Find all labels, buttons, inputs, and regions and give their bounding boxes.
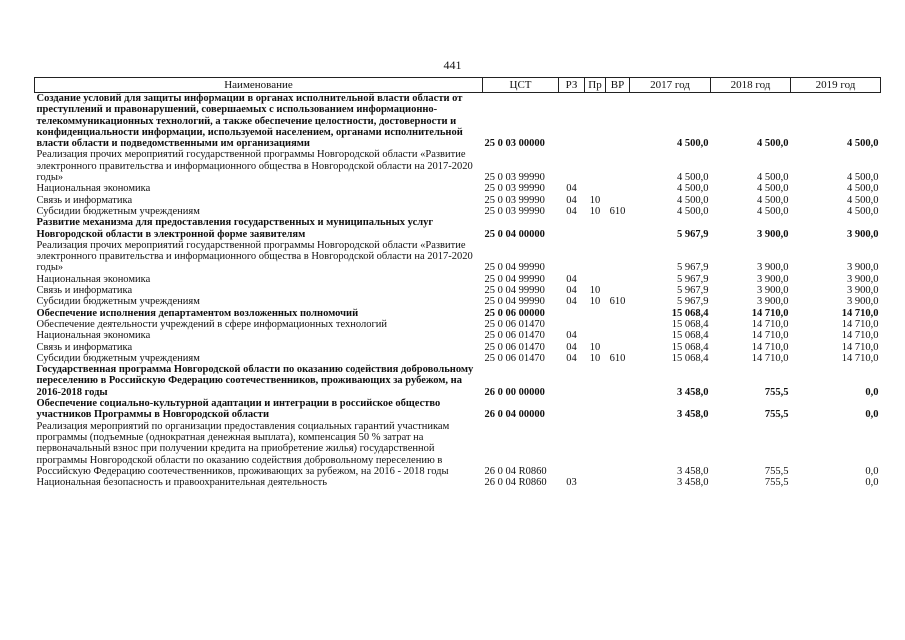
cell-cst: 25 0 06 01470 bbox=[484, 330, 545, 342]
cell-2018: 4 500,0 bbox=[757, 205, 789, 217]
cell-vr: 610 bbox=[609, 352, 626, 364]
page-number: 441 bbox=[443, 58, 462, 72]
cell-2018: 14 710,0 bbox=[751, 330, 789, 342]
cell-rz: 04 bbox=[566, 205, 577, 217]
cell-2018: 3 900,0 bbox=[757, 228, 789, 240]
cell-vr bbox=[606, 342, 630, 353]
cell-rz: 03 bbox=[566, 477, 577, 489]
cell-vr bbox=[606, 285, 630, 296]
header-vr: ВР bbox=[606, 78, 630, 93]
cell-vr bbox=[606, 308, 630, 319]
cell-2018: 14 710,0 bbox=[751, 341, 789, 353]
cell-vr bbox=[606, 319, 630, 330]
cell-name: Связь и информатика bbox=[36, 341, 133, 353]
cell-name: Субсидии бюджетным учреждениям bbox=[36, 205, 200, 217]
cell-cst: 25 0 03 99990 bbox=[484, 194, 545, 206]
header-2018: 2018 год bbox=[711, 78, 791, 93]
cell-2018: 3 900,0 bbox=[757, 262, 789, 274]
cell-rz: 04 bbox=[566, 330, 577, 342]
cell-pr bbox=[585, 183, 606, 194]
cell-2017: 15 068,4 bbox=[671, 318, 709, 330]
cell-2017: 5 967,9 bbox=[677, 296, 709, 308]
cell-name: Субсидии бюджетным учреждениям bbox=[36, 296, 200, 308]
cell-2018: 14 710,0 bbox=[751, 352, 789, 364]
header-2019: 2019 год bbox=[791, 78, 881, 93]
cell-2019: 4 500,0 bbox=[847, 138, 879, 150]
cell-pr: 10 bbox=[589, 296, 601, 308]
cell-2017: 4 500,0 bbox=[677, 194, 709, 206]
cell-2019: 0,0 bbox=[865, 465, 879, 477]
cell-rz: 04 bbox=[566, 341, 577, 353]
cell-2019: 3 900,0 bbox=[847, 296, 879, 308]
cell-name: Национальная экономика bbox=[36, 273, 151, 285]
table-row bbox=[35, 240, 881, 274]
cell-rz bbox=[559, 364, 585, 398]
cell-name: Национальная безопасность и правоохранительная деятельность bbox=[36, 477, 328, 489]
cell-2017: 3 458,0 bbox=[677, 386, 709, 398]
cell-2019: 0,0 bbox=[865, 477, 879, 489]
table-row bbox=[35, 149, 881, 183]
cell-2019: 4 500,0 bbox=[847, 172, 879, 184]
cell-cst: 25 0 03 99990 bbox=[484, 183, 545, 195]
cell-pr: 10 bbox=[589, 341, 601, 353]
header-cst: ЦСТ bbox=[483, 78, 559, 93]
cell-2019: 3 900,0 bbox=[847, 273, 879, 285]
cell-pr bbox=[585, 421, 606, 477]
cell-2017: 4 500,0 bbox=[677, 183, 709, 195]
cell-2018: 3 900,0 bbox=[757, 273, 789, 285]
cell-name: Реализация прочих мероприятий государственной программы Новгородской области «Развитие электронного правительства и информационного общества в Новгородской области на 2017-2020 годы» bbox=[36, 149, 473, 184]
cell-name: Обеспечение социально-культурной адаптации и интеграции в российское общество участников Программы в Новгородской области bbox=[36, 398, 441, 421]
cell-cst: 26 0 00 00000 bbox=[484, 386, 545, 398]
cell-2017: 3 458,0 bbox=[677, 409, 709, 421]
cell-pr bbox=[585, 330, 606, 341]
cell-rz: 04 bbox=[566, 285, 577, 297]
cell-rz: 04 bbox=[566, 296, 577, 308]
table-body bbox=[35, 93, 881, 489]
cell-cst: 25 0 03 00000 bbox=[484, 138, 545, 150]
cell-name: Связь и информатика bbox=[36, 285, 133, 297]
cell-2018: 4 500,0 bbox=[757, 138, 789, 150]
cell-rz: 04 bbox=[566, 273, 577, 285]
cell-2017: 15 068,4 bbox=[671, 307, 709, 319]
cell-2019: 4 500,0 bbox=[847, 194, 879, 206]
cell-name: Субсидии бюджетным учреждениям bbox=[36, 352, 200, 364]
cell-cst: 25 0 04 99990 bbox=[484, 285, 545, 297]
cell-2017: 15 068,4 bbox=[671, 341, 709, 353]
cell-vr bbox=[606, 195, 630, 206]
cell-pr: 10 bbox=[589, 205, 601, 217]
cell-2018: 755,5 bbox=[764, 477, 789, 489]
cell-2019: 0,0 bbox=[865, 409, 879, 421]
cell-rz bbox=[559, 217, 585, 240]
cell-cst: 25 0 03 99990 bbox=[484, 205, 545, 217]
cell-2018: 4 500,0 bbox=[757, 183, 789, 195]
cell-pr: 10 bbox=[589, 194, 601, 206]
cell-cst: 25 0 06 01470 bbox=[484, 352, 545, 364]
cell-name: Связь и информатика bbox=[36, 194, 133, 206]
cell-cst: 26 0 04 R0860 bbox=[484, 465, 547, 477]
cell-vr bbox=[606, 330, 630, 341]
cell-cst: 25 0 03 99990 bbox=[484, 172, 545, 184]
cell-pr bbox=[585, 477, 606, 488]
cell-vr bbox=[606, 183, 630, 194]
cell-pr bbox=[585, 398, 606, 421]
table-row bbox=[35, 195, 881, 206]
cell-2017: 5 967,9 bbox=[677, 228, 709, 240]
table-row bbox=[35, 477, 881, 488]
cell-pr bbox=[585, 217, 606, 240]
cell-pr bbox=[585, 149, 606, 183]
cell-2019: 14 710,0 bbox=[841, 330, 879, 342]
cell-rz bbox=[559, 240, 585, 274]
cell-vr bbox=[606, 421, 630, 477]
table-row bbox=[35, 421, 881, 477]
header-pr: Пр bbox=[585, 78, 606, 93]
cell-cst: 25 0 06 01470 bbox=[484, 341, 545, 353]
cell-name: Реализация мероприятий по организации предоставления социальных гарантий участникам программы (подъемные (однократная денежная выплата), компенсация 50 % затрат на первоначальный взнос при получении кредита на приобретение жилья) государственной программы Новгородской области по оказанию содействия добровольному переселению в Российскую Федерацию соотечественников, проживающих за рубежом, на 2016 - 2018 годы bbox=[36, 420, 450, 477]
cell-2019: 4 500,0 bbox=[847, 205, 879, 217]
cell-2019: 3 900,0 bbox=[847, 285, 879, 297]
cell-2017: 3 458,0 bbox=[677, 477, 709, 489]
header-rz: РЗ bbox=[559, 78, 585, 93]
table-row bbox=[35, 296, 881, 307]
cell-rz bbox=[559, 421, 585, 477]
cell-cst: 25 0 04 99990 bbox=[484, 296, 545, 308]
table-header-row bbox=[35, 78, 881, 93]
table-row bbox=[35, 353, 881, 364]
table-row bbox=[35, 308, 881, 319]
cell-rz bbox=[559, 93, 585, 150]
cell-2017: 15 068,4 bbox=[671, 352, 709, 364]
cell-vr bbox=[606, 364, 630, 398]
cell-name: Создание условий для защиты информации в органах исполнительной власти области от преступлений и правонарушений, совершаемых с использованием информационно-телекоммуникационных технологий, а также обеспечение целостности, достоверности и конфиденциальности информации, используемой населением, органами исполнительной власти области и подведомственными им организациями bbox=[36, 93, 463, 150]
cell-cst: 26 0 04 00000 bbox=[484, 409, 545, 421]
cell-rz bbox=[559, 308, 585, 319]
table-row bbox=[35, 319, 881, 330]
cell-cst: 25 0 06 00000 bbox=[484, 307, 545, 319]
cell-2017: 5 967,9 bbox=[677, 273, 709, 285]
cell-name: Национальная экономика bbox=[36, 330, 151, 342]
cell-2019: 3 900,0 bbox=[847, 262, 879, 274]
cell-2017: 3 458,0 bbox=[677, 465, 709, 477]
table-row bbox=[35, 217, 881, 240]
cell-2019: 14 710,0 bbox=[841, 352, 879, 364]
cell-rz: 04 bbox=[566, 183, 577, 195]
cell-cst: 25 0 04 00000 bbox=[484, 228, 545, 240]
cell-2017: 4 500,0 bbox=[677, 205, 709, 217]
table-row bbox=[35, 342, 881, 353]
cell-vr: 610 bbox=[609, 205, 626, 217]
cell-name: Государственная программа Новгородской области по оказанию содействия добровольному переселению в Российскую Федерацию соотечественников, проживающих за рубежом, на 2016-2018 годы bbox=[36, 364, 474, 398]
cell-2018: 755,5 bbox=[764, 409, 789, 421]
cell-pr bbox=[585, 240, 606, 274]
cell-2017: 15 068,4 bbox=[671, 330, 709, 342]
cell-2017: 4 500,0 bbox=[677, 138, 709, 150]
cell-pr bbox=[585, 93, 606, 150]
cell-rz bbox=[559, 319, 585, 330]
table-row bbox=[35, 364, 881, 398]
cell-2018: 14 710,0 bbox=[751, 318, 789, 330]
cell-name: Развитие механизма для предоставления государственных и муниципальных услуг Новгородской области в электронной форме заявителям bbox=[36, 217, 434, 240]
cell-pr: 10 bbox=[589, 352, 601, 364]
cell-name: Реализация прочих мероприятий государственной программы Новгородской области «Развитие электронного правительства и информационного общества в Новгородской области на 2017-2020 годы» bbox=[36, 239, 473, 274]
cell-2019: 14 710,0 bbox=[841, 341, 879, 353]
cell-cst: 26 0 04 R0860 bbox=[484, 477, 547, 489]
budget-table bbox=[34, 77, 881, 488]
cell-vr bbox=[606, 93, 630, 150]
table-row bbox=[35, 285, 881, 296]
cell-2017: 4 500,0 bbox=[677, 172, 709, 184]
cell-rz bbox=[559, 149, 585, 183]
cell-name: Национальная экономика bbox=[36, 183, 151, 195]
table-row bbox=[35, 93, 881, 150]
cell-pr bbox=[585, 308, 606, 319]
cell-2019: 4 500,0 bbox=[847, 183, 879, 195]
cell-vr bbox=[606, 149, 630, 183]
cell-2019: 14 710,0 bbox=[841, 307, 879, 319]
cell-cst: 25 0 06 01470 bbox=[484, 318, 545, 330]
cell-2017: 5 967,9 bbox=[677, 262, 709, 274]
cell-pr: 10 bbox=[589, 285, 601, 297]
header-2017: 2017 год bbox=[630, 78, 711, 93]
cell-cst: 25 0 04 99990 bbox=[484, 262, 545, 274]
cell-vr bbox=[606, 240, 630, 274]
cell-2018: 3 900,0 bbox=[757, 296, 789, 308]
cell-rz: 04 bbox=[566, 352, 577, 364]
cell-2018: 3 900,0 bbox=[757, 285, 789, 297]
cell-vr bbox=[606, 274, 630, 285]
cell-2018: 4 500,0 bbox=[757, 172, 789, 184]
cell-pr bbox=[585, 274, 606, 285]
cell-2018: 755,5 bbox=[764, 465, 789, 477]
table-row bbox=[35, 398, 881, 421]
cell-name: Обеспечение исполнения департаментом возложенных полномочий bbox=[36, 307, 359, 319]
cell-2019: 3 900,0 bbox=[847, 228, 879, 240]
table-row bbox=[35, 183, 881, 194]
cell-rz: 04 bbox=[566, 194, 577, 206]
cell-2018: 14 710,0 bbox=[751, 307, 789, 319]
cell-vr bbox=[606, 217, 630, 240]
cell-cst: 25 0 04 99990 bbox=[484, 273, 545, 285]
cell-vr: 610 bbox=[609, 296, 626, 308]
cell-vr bbox=[606, 477, 630, 488]
header-name: Наименование bbox=[35, 78, 483, 93]
cell-name: Обеспечение деятельности учреждений в сфере информационных технологий bbox=[36, 318, 388, 330]
table-row bbox=[35, 274, 881, 285]
cell-2018: 755,5 bbox=[764, 386, 789, 398]
cell-2019: 0,0 bbox=[865, 386, 879, 398]
cell-rz bbox=[559, 398, 585, 421]
cell-pr bbox=[585, 319, 606, 330]
cell-pr bbox=[585, 364, 606, 398]
cell-vr bbox=[606, 398, 630, 421]
table-row bbox=[35, 206, 881, 217]
cell-2019: 14 710,0 bbox=[841, 318, 879, 330]
table-row bbox=[35, 330, 881, 341]
cell-2018: 4 500,0 bbox=[757, 194, 789, 206]
cell-2017: 5 967,9 bbox=[677, 285, 709, 297]
